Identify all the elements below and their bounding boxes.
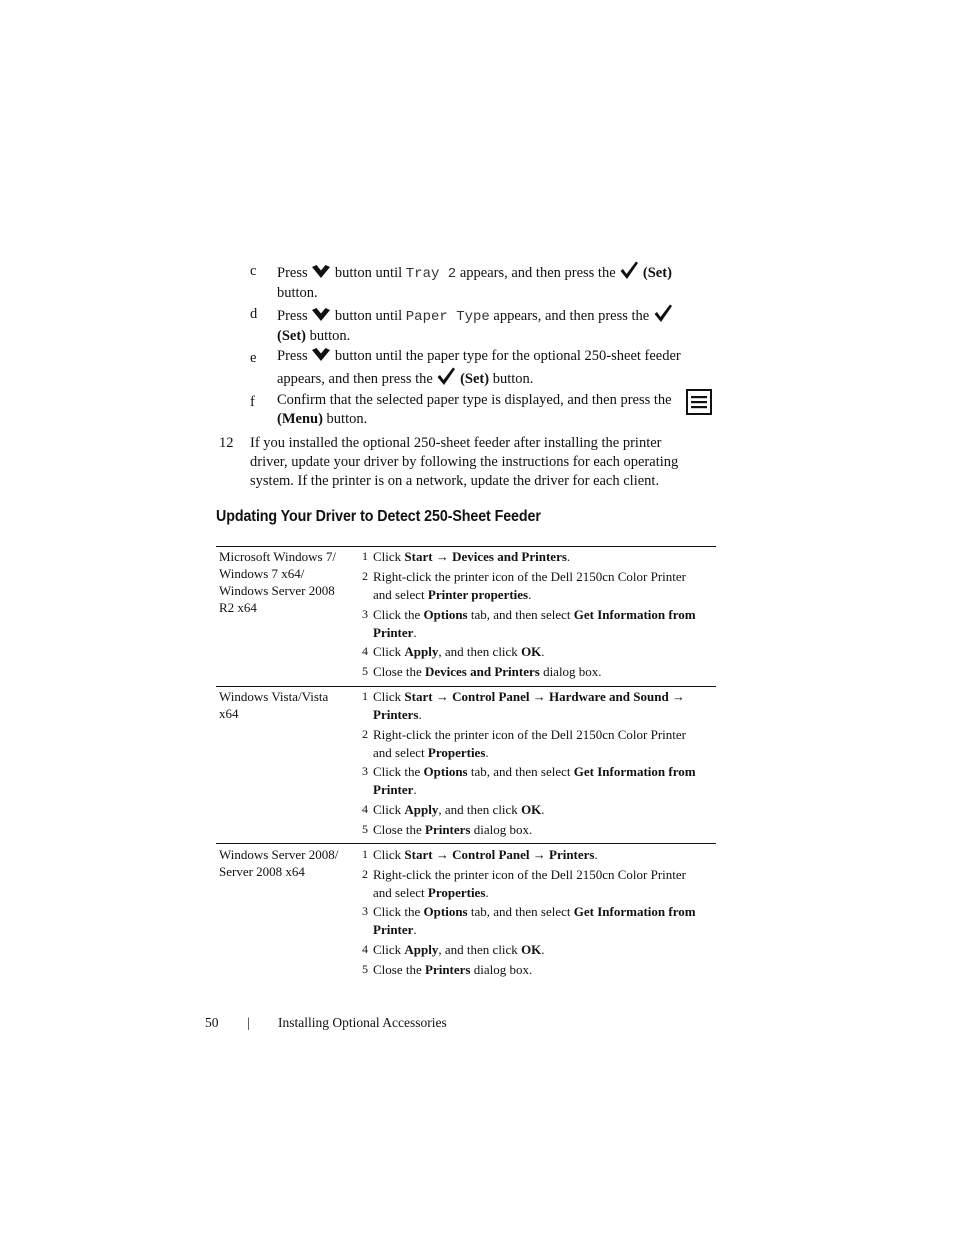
substep-text: Confirm that the selected paper type is displayed, and then press the (Menu) button.	[277, 392, 672, 427]
section-heading: Updating Your Driver to Detect 250-Sheet Feeder	[216, 508, 541, 525]
step-text: If you installed the optional 250-sheet feeder after installing the printer driver, update your driver by following the instructions for each operating system. If the printer is on a network, update the driver for each client.	[250, 435, 679, 489]
table-step: 2 Right-click the printer icon of the Dell 2150cn Color Printer and select Printer properties.	[362, 569, 687, 602]
table-step: 2 Right-click the printer icon of the Dell 2150cn Color Printer and select Properties.	[362, 867, 687, 900]
table-step: 4 Click Apply, and then click OK.	[362, 802, 545, 817]
table-rule	[216, 686, 716, 687]
substep-label: d	[250, 306, 258, 322]
down-arrow-button-icon	[311, 347, 331, 363]
lcd-text: Paper Type	[405, 309, 490, 325]
substep-text: Press button until Paper Type appears, and then press the (Set) button.	[277, 303, 717, 346]
table-step: 1 Click Start → Control Panel → Hardware and Sound → Printers.	[362, 689, 685, 722]
down-arrow-button-icon	[311, 264, 331, 280]
set-button-icon	[653, 303, 673, 323]
table-step: 3 Click the Options tab, and then select Get Information from Printer.	[362, 904, 696, 937]
table-step: 1 Click Start → Devices and Printers.	[362, 549, 571, 564]
table-step: 3 Click the Options tab, and then select Get Information from Printer.	[362, 764, 696, 797]
table-step: 5 Close the Printers dialog box.	[362, 962, 533, 977]
substep-text: Press button until Tray 2 appears, and then press the (Set) button.	[277, 260, 717, 303]
table-rule	[216, 546, 716, 547]
table-step: 3 Click the Options tab, and then select Get Information from Printer.	[362, 607, 696, 640]
table-step: 5 Close the Printers dialog box.	[362, 822, 533, 837]
down-arrow-button-icon	[311, 307, 331, 323]
set-button-icon	[619, 260, 639, 280]
lcd-text: Tray 2	[405, 266, 457, 282]
substep-label: e	[250, 350, 257, 366]
os-cell: Windows Server 2008/ Server 2008 x64	[219, 847, 339, 879]
footer-section-title: Installing Optional Accessories	[278, 1015, 447, 1030]
table-step: 2 Right-click the printer icon of the Dell 2150cn Color Printer and select Properties.	[362, 727, 687, 760]
page-number: 50	[205, 1015, 219, 1030]
os-cell: Microsoft Windows 7/ Windows 7 x64/ Windows Server 2008 R2 x64	[219, 549, 336, 615]
table-rule	[216, 843, 716, 844]
table-step: 1 Click Start → Control Panel → Printers.	[362, 847, 598, 862]
os-cell: Windows Vista/Vista x64	[219, 689, 329, 721]
substep-text: Press button until the paper type for the optional 250-sheet feeder appears, and then press the (Set) button.	[277, 348, 681, 387]
menu-button-icon	[686, 389, 712, 415]
table-step: 4 Click Apply, and then click OK.	[362, 644, 545, 659]
set-button-icon	[436, 366, 456, 386]
step-number: 12	[219, 435, 234, 451]
footer-separator: |	[247, 1015, 250, 1030]
substep-label: c	[250, 263, 257, 279]
table-step: 5 Close the Devices and Printers dialog box.	[362, 664, 602, 679]
substep-label: f	[250, 394, 255, 410]
table-step: 4 Click Apply, and then click OK.	[362, 942, 545, 957]
